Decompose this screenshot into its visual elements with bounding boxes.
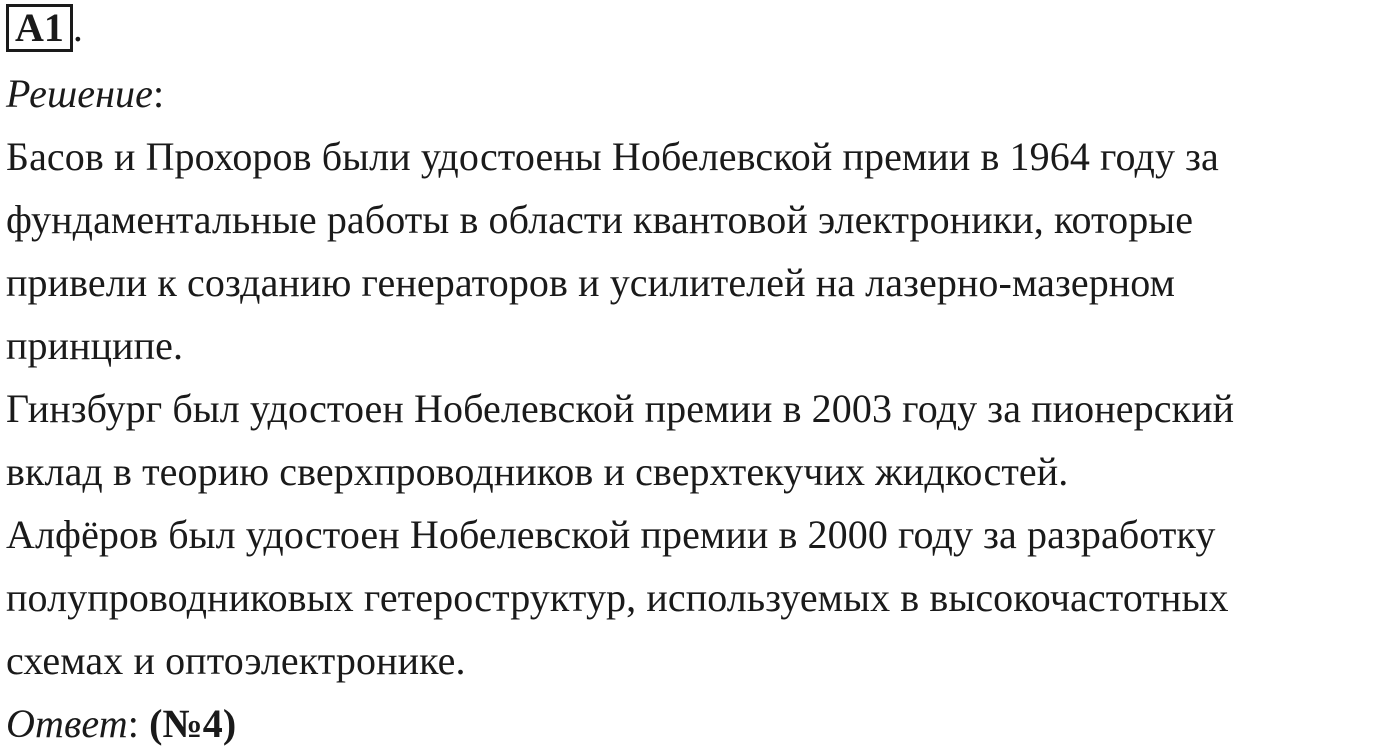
- text-line: привели к созданию генераторов и усилителей на лазерно-мазерном: [6, 260, 1176, 305]
- text-line: принципе.: [6, 323, 184, 368]
- paragraph-alferov: [6, 503, 1400, 692]
- paragraph-basov-prokhorov: [6, 125, 1400, 377]
- text-line: Гинзбург был удостоен Нобелевской премии в 2003 году за пионерский: [6, 386, 1235, 431]
- solution-heading: [6, 62, 1400, 125]
- text-line: полупроводниковых гетероструктур, используемых в высокочастотных: [6, 575, 1229, 620]
- solution-colon: :: [153, 71, 165, 116]
- task-number-box: A1: [6, 4, 73, 52]
- text-line: схемах и оптоэлектронике.: [6, 638, 466, 683]
- text-line: вклад в теорию сверхпроводников и сверхтекучих жидкостей.: [6, 449, 1069, 494]
- document-page: [6, 0, 1400, 755]
- answer-line: [6, 692, 1400, 755]
- task-header: [6, 0, 1400, 62]
- answer-label: Ответ: [6, 701, 128, 746]
- answer-colon: :: [127, 701, 150, 746]
- answer-value: (№4): [149, 701, 237, 746]
- text-line: фундаментальные работы в области квантовой электроники, которые: [6, 197, 1194, 242]
- task-number-dot: .: [72, 5, 83, 50]
- paragraph-ginzburg: [6, 377, 1400, 503]
- task-label: [6, 4, 83, 52]
- text-line: Алфёров был удостоен Нобелевской премии в 2000 году за разработку: [6, 512, 1216, 557]
- text-line: Басов и Прохоров были удостоены Нобелевской премии в 1964 году за: [6, 134, 1219, 179]
- solution-label: Решение: [6, 71, 153, 116]
